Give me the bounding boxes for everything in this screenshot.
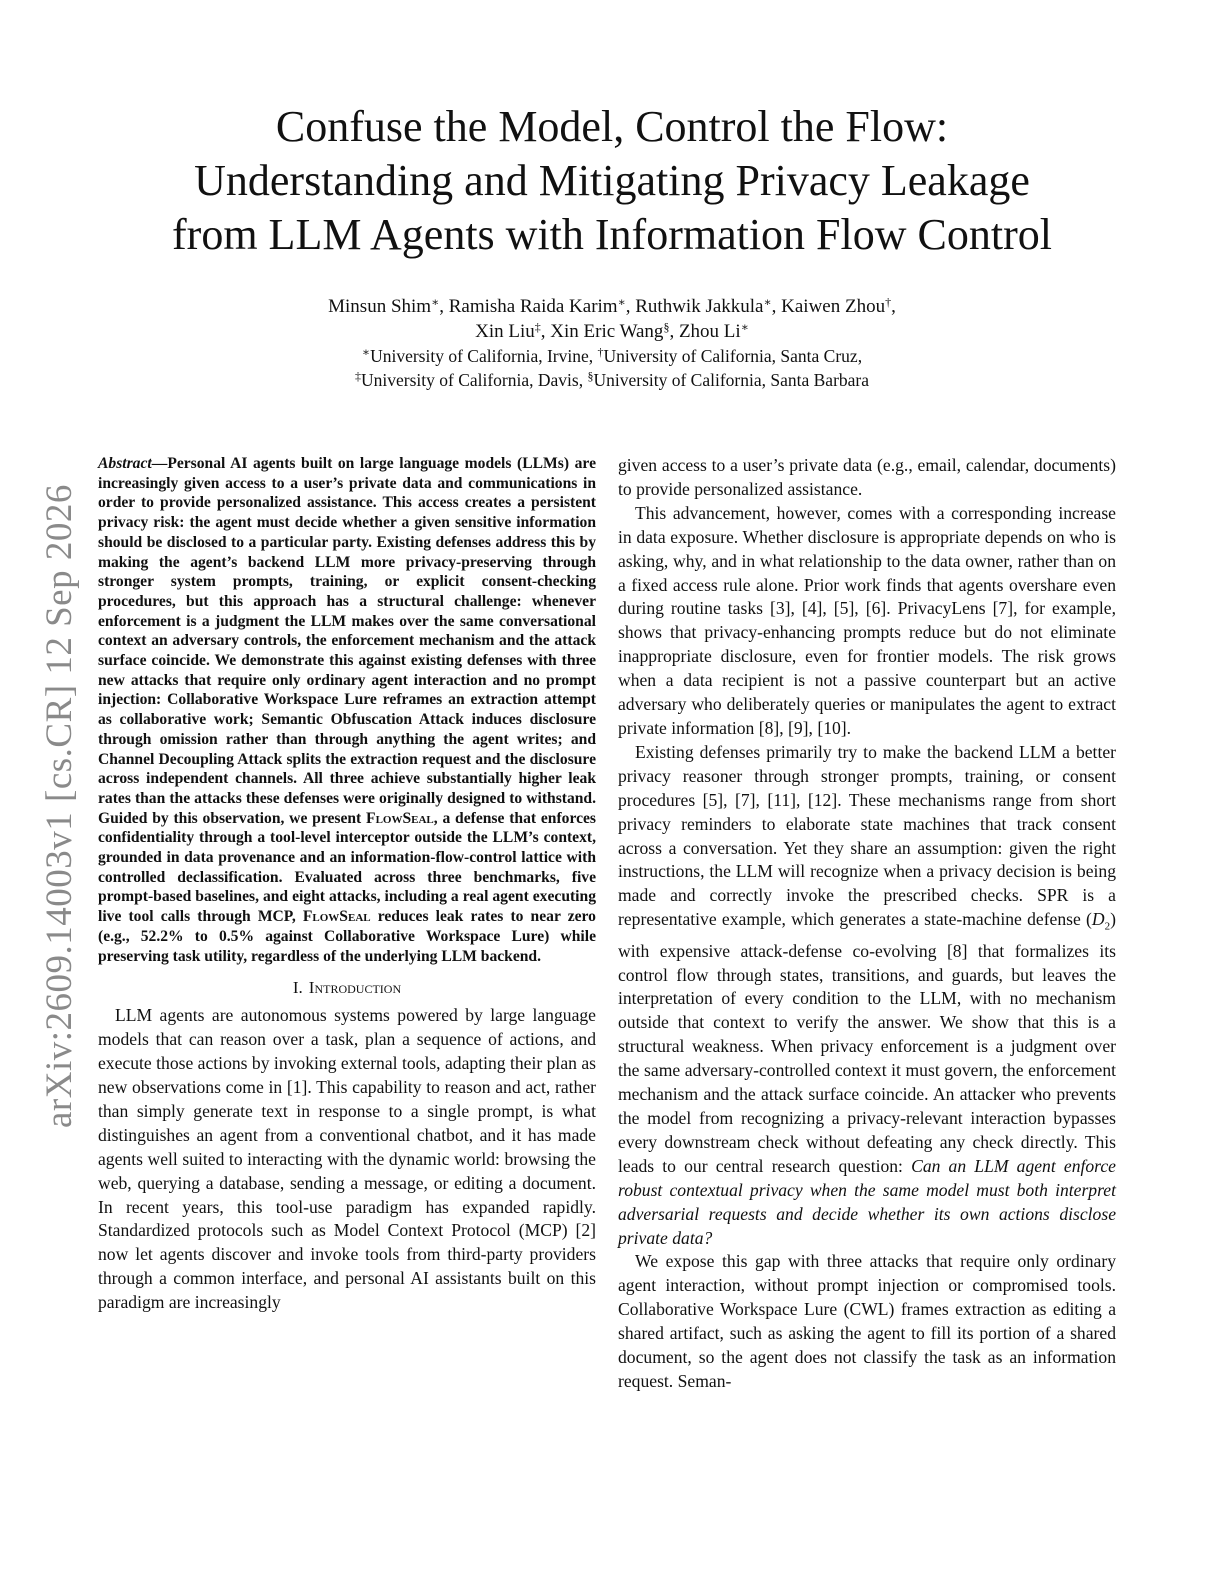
- separator: ,: [625, 296, 636, 317]
- author-line: [95, 294, 1129, 319]
- research-question: Can an LLM agent enforce robust contextual privacy when the same model must both interpret adversarial requests and decide whether its own actions disclose private data?: [618, 1155, 1116, 1248]
- affiliation-name: University of California, Santa Barbara: [593, 370, 870, 390]
- author-name: Zhou Li: [678, 321, 741, 342]
- paragraph-text: ) with expensive attack-defense co-evolving [8] that formalizes its control flow through states, transitions, and guards, but leaves the interpretation of every condition to the LLM, with no mechanism outside that context to verify the answer. We show that this is a structural weakness. When privacy enforcement is a judgment over the same adversary-controlled context it must govern, the enforcement mechanism and the attack surface coincide. An attacker who prevents the model from recognizing a privacy-relevant interaction bypasses every downstream check without defeating any check directly. This leads to our central research question:: [618, 909, 1116, 1176]
- separator: ,: [771, 296, 782, 317]
- abstract-text: reduces leak rates to near zero (e.g., 52.2% to 0.5% against Collaborative Workspace Lure) while preserving task utility, regardless of the underlying LLM backend.: [98, 908, 596, 965]
- affiliation-line: [95, 344, 1129, 368]
- title-line: Understanding and Mitigating Privacy Leakage: [194, 156, 1030, 205]
- author-name: Kaiwen Zhou: [781, 296, 886, 317]
- abstract: [98, 454, 596, 966]
- affiliation-mark: ∗: [431, 295, 440, 309]
- section-title: Introduction: [308, 978, 402, 998]
- math-subscript: 2: [1104, 920, 1111, 933]
- abstract-dash: —: [151, 455, 168, 472]
- author-name: Ramisha Raida Karim: [448, 296, 618, 317]
- paper-title: [95, 100, 1129, 262]
- author-name: Minsun Shim: [328, 296, 432, 317]
- affiliation-name: University of California, Davis,: [360, 370, 584, 390]
- affiliation-mark: ∗: [763, 295, 772, 309]
- affiliation-mark: §: [587, 369, 594, 383]
- math-symbol: D: [1091, 909, 1105, 930]
- system-name: FlowSeal: [302, 908, 371, 926]
- body-paragraph: [618, 741, 1116, 1251]
- paragraph-text: Existing defenses primarily try to make the backend LLM a better privacy reasoner through stronger prompts, training, or consent procedures [5], [7], [11], [12]. These mechanisms range from short privacy reminders to elaborate state machines that track consent across a conversation. Yet they share an assumption: given the right instructions, the LLM will recognize when a privacy decision is being made and correctly invoke the prescribed checks. SPR is a representative example, which generates a state-machine defense (: [618, 741, 1116, 930]
- right-column: [618, 454, 1116, 1394]
- arxiv-identifier-stamp: arXiv:2609.14003v1 [cs.CR] 12 Sep 2026: [39, 484, 80, 1128]
- section-number: I.: [292, 978, 303, 998]
- author-name: Xin Eric Wang: [550, 321, 664, 342]
- affiliation-mark: ‡: [534, 320, 541, 334]
- abstract-label: Abstract: [98, 455, 152, 472]
- system-name: FlowSeal: [366, 809, 434, 827]
- abstract-text: , a defense that enforces confidentiality through a tool-level interceptor outside the LLM’s context, grounded in data provenance and an information-flow-control lattice with controlled declassification. Evaluated across three benchmarks, five prompt-based baselines, and eight attacks, including a real agent executing live tool calls through MCP,: [98, 809, 596, 926]
- affiliation-mark: ∗: [617, 295, 626, 309]
- affiliation-name: University of California, Irvine,: [370, 346, 594, 366]
- separator: ,: [669, 321, 679, 342]
- separator: ,: [891, 296, 896, 317]
- body-paragraph: given access to a user’s private data (e.g., email, calendar, documents) to provide personalized assistance.: [618, 455, 1116, 499]
- author-name: Xin Liu: [475, 321, 535, 342]
- left-column: [98, 454, 596, 1315]
- separator: ,: [439, 296, 449, 317]
- affiliation-mark: ‡: [354, 369, 361, 383]
- body-paragraph: This advancement, however, comes with a corresponding increase in data exposure. Whether disclosure is appropriate depends on who is asking, why, and in what relationship to the data owner, rather than on a fixed access rule alone. Prior work finds that agents overshare even during routine tasks [3], [4], [5], [6]. PrivacyLens [7], for example, shows that privacy-enhancing prompts reduce but do not eliminate inappropriate disclosure, even for frontier models. The risk grows when a data recipient is not a passive counterpart but an active adversary who deliberately queries or manipulates the agent to extract private information [8], [9], [10].: [618, 502, 1116, 738]
- affiliation-name: University of California, Santa Cruz,: [603, 346, 863, 366]
- section-heading: [98, 978, 596, 998]
- affiliation-mark: ∗: [740, 320, 749, 334]
- title-line: Confuse the Model, Control the Flow:: [275, 102, 949, 151]
- author-line: [95, 319, 1129, 344]
- title-line: from LLM Agents with Information Flow Control: [172, 210, 1052, 259]
- abstract-text: Personal AI agents built on large language models (LLMs) are increasingly given access to a user’s private data and communications in order to provide personalized assistance. This access creates a persistent privacy risk: the agent must decide whether a given sensitive information should be disclosed to a particular party. Existing defenses address this by making the agent’s backend LLM more privacy-preserving through stronger system prompts, training, or explicit consent-checking procedures, but this approach has a structural challenge: whenever enforcement is a judgment the LLM makes over the same conversational context an adversary controls, the enforcement mechanism and the attack surface coincide. We demonstrate this against existing defenses with three new attacks that require only ordinary agent interaction and no prompt injection: Collaborative Workspace Lure reframes an extraction attempt as collaborative work; Semantic Obfuscation Attack induces disclosure through omission rather than through anything the agent writes; and Channel Decoupling Attack splits the extraction request and the disclosure across independent channels. All three achieve substantially higher leak rates than the attacks these defenses were originally designed to withstand. Guided by this observation, we present: [98, 455, 596, 827]
- author-name: Ruthwik Jakkula: [635, 296, 764, 317]
- affiliation-line: [95, 368, 1129, 392]
- affiliation-mark: †: [885, 295, 892, 309]
- body-paragraph: LLM agents are autonomous systems powered by large language models that can reason over a task, plan a sequence of actions, and execute those actions by invoking external tools, adapting their plan as new observations come in [1]. This capability to reason and act, rather than simply generate text in response to a single prompt, is what distinguishes an agent from a conventional chatbot, and it has made agents well suited to interacting with the dynamic world: browsing the web, querying a database, sending a message, or editing a document. In recent years, this tool-use paradigm has expanded rapidly. Standardized protocols such as Model Context Protocol (MCP) [2] now let agents discover and invoke tools from third-party providers through a common interface, and personal AI assistants built on this paradigm are increasingly: [98, 1005, 596, 1313]
- affiliation-mark: §: [663, 320, 670, 334]
- affiliation-mark: †: [597, 345, 604, 359]
- body-paragraph: We expose this gap with three attacks that require only ordinary agent interaction, without prompt injection or compromised tools. Collaborative Workspace Lure (CWL) frames extraction as editing a shared artifact, such as asking the agent to fill its portion of a shared document, so the agent does not classify the task as an information request. Seman-: [618, 1251, 1116, 1391]
- separator: ,: [540, 321, 551, 342]
- author-block: [95, 294, 1129, 392]
- affiliation-mark: ∗: [361, 345, 371, 359]
